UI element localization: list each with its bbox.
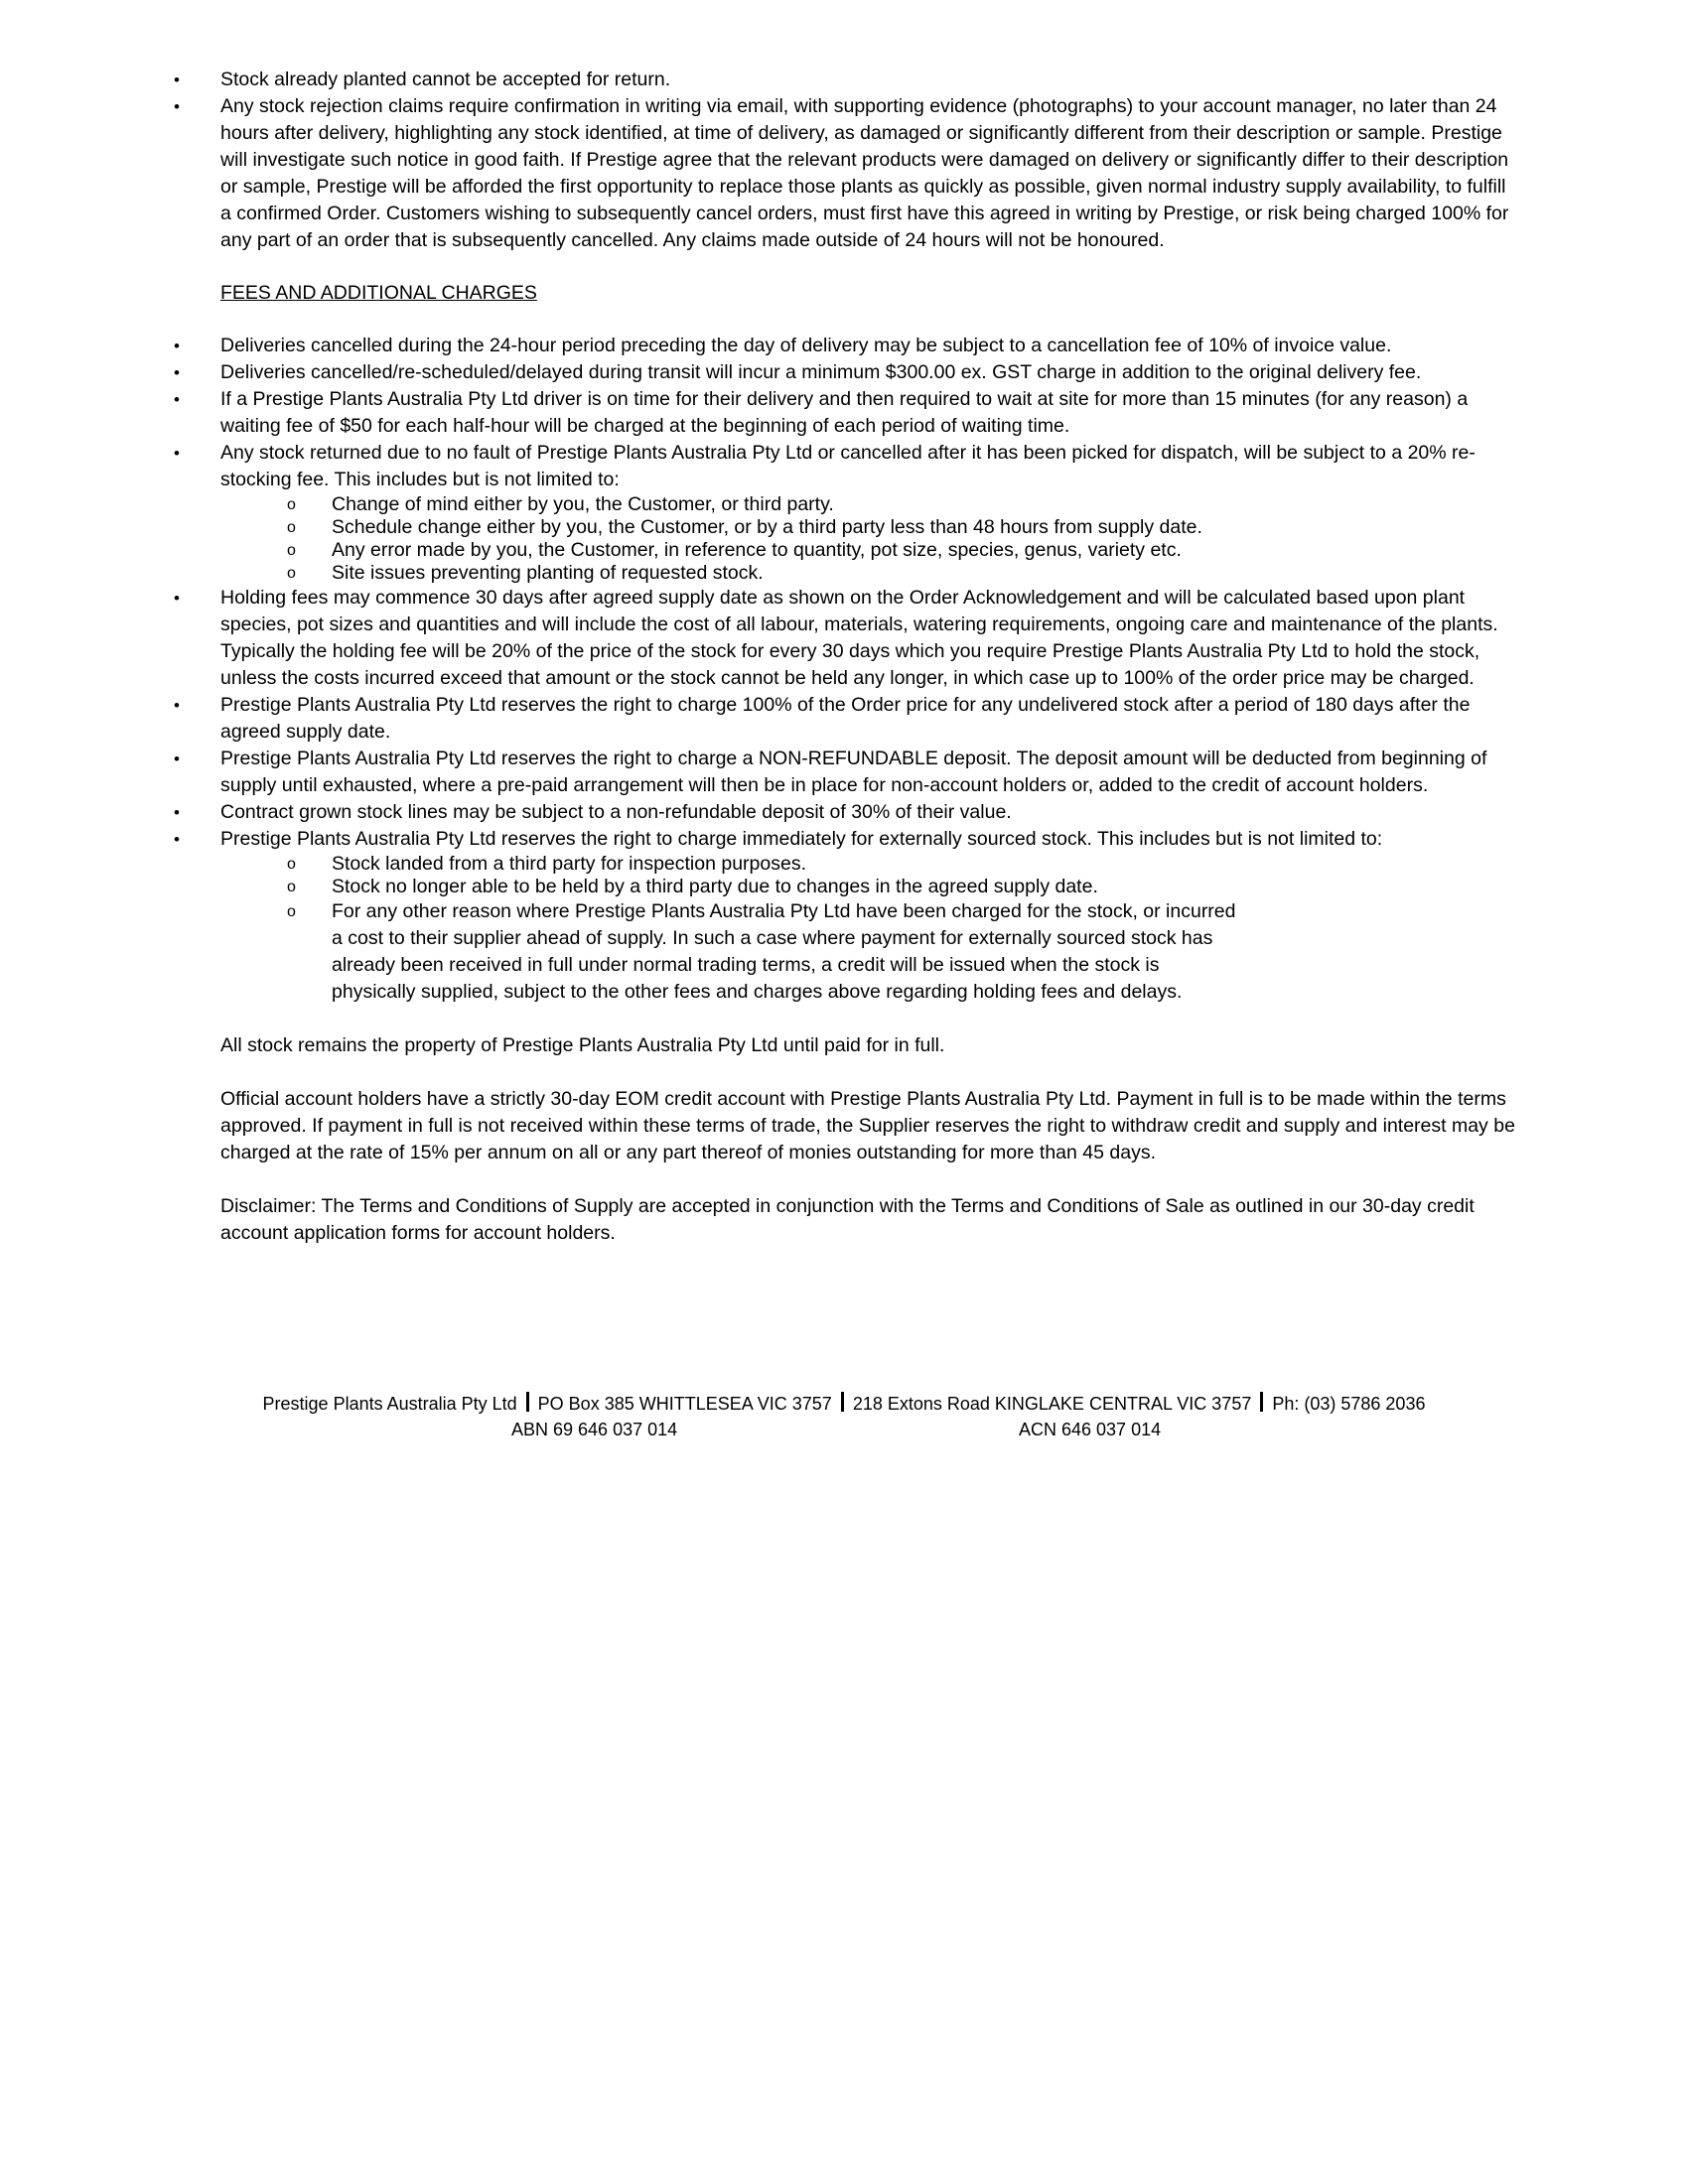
bullet-external-stock (171, 826, 1521, 1006)
property-paragraph: All stock remains the property of Prestige Plants Australia Pty Ltd until paid for in full. (220, 1034, 945, 1056)
page-footer (0, 1391, 1688, 1442)
footer-po-box: PO Box 385 WHITTLESEA VIC 3757 (537, 1394, 832, 1414)
footer-abn: ABN 69 646 037 014 (511, 1420, 678, 1439)
bullet-holding-fees: • Holding fees may commence 30 days after agreed supply date as shown on the Order Acknowledgement and will be calculated based upon plant species, pot sizes and quantities and will include the cost of all labour, materials, watering requirements, ongoing care and maintenance of the plants. Typically the holding fee will be 20% of the price of the stock for every 30 days which you require Prestige Plants Australia Pty Ltd to hold the stock, unless the costs incurred exceed that amount or the stock cannot be held any longer, in which case up to 100% of the order price may be charged. (171, 585, 1521, 692)
fees-bullet-list (171, 333, 1521, 1006)
bullet-restocking-fee (171, 440, 1521, 585)
footer-address: 218 Extons Road KINGLAKE CENTRAL VIC 3757 (852, 1394, 1252, 1414)
footer-contact-line (0, 1391, 1688, 1417)
terms-content (171, 67, 1521, 1247)
top-bullet-list (171, 67, 1521, 254)
disclaimer-paragraph: Disclaimer: The Terms and Conditions of Supply are accepted in conjunction with the Terms and Conditions of Sale as outlined in our 30-day credit account application forms for account holders. (220, 1195, 1475, 1244)
external-stock-text: • Prestige Plants Australia Pty Ltd reserves the right to charge immediately for externally sourced stock. This includes but is not limited to: (220, 828, 1383, 850)
sub-item: o Schedule change either by you, the Customer, or by a third party less than 48 hours from supply date. (220, 516, 1521, 539)
footer-company: Prestige Plants Australia Pty Ltd (262, 1394, 517, 1414)
sub-item: o Site issues preventing planting of requested stock. (220, 562, 1521, 585)
footer-ids-line (0, 1417, 1688, 1442)
sub-item-line: already been received in full under normal trading terms, a credit will be issued when the stock is (332, 954, 1160, 976)
footer-separator (841, 1392, 844, 1412)
credit-paragraph: Official account holders have a strictly 30-day EOM credit account with Prestige Plants Australia Pty Ltd. Payment in full is to be made within the terms approved. If payment in full is not received within these terms of trade, the Supplier reserves the right to withdraw credit and supply and interest may be charged at the rate of 15% per annum on all or any part thereof of monies outstanding for more than 45 days. (220, 1088, 1515, 1163)
bullet-transit-charge: • Deliveries cancelled/re-scheduled/delayed during transit will incur a minimum $300.00 ex. GST charge in addition to the original delivery fee. (171, 359, 1521, 386)
sub-item-line: o For any other reason where Prestige Plants Australia Pty Ltd have been charged for the stock, or incurred (332, 900, 1236, 922)
sub-item-other-reason (220, 898, 1521, 1006)
footer-phone: Ph: (03) 5786 2036 (1272, 1394, 1426, 1414)
sub-item-line: physically supplied, subject to the other fees and charges above regarding holding fees and delays. (332, 981, 1183, 1003)
bullet-undelivered-stock: • Prestige Plants Australia Pty Ltd reserves the right to charge 100% of the Order price for any undelivered stock after a period of 180 days after the agreed supply date. (171, 692, 1521, 746)
footer-acn: ACN 646 037 014 (1019, 1420, 1162, 1439)
bullet-waiting-fee: • If a Prestige Plants Australia Pty Ltd driver is on time for their delivery and then required to wait at site for more than 15 minutes (for any reason) a waiting fee of $50 for each half-hour will be charged at the beginning of each period of waiting time. (171, 386, 1521, 440)
sub-item: o Stock landed from a third party for inspection purposes. (220, 853, 1521, 876)
external-stock-sublist (220, 853, 1521, 1006)
bullet-planted-stock: • Stock already planted cannot be accepted for return. (171, 67, 1521, 93)
bullet-cancellation-fee: • Deliveries cancelled during the 24-hour period preceding the day of delivery may be subject to a cancellation fee of 10% of invoice value. (171, 333, 1521, 359)
bullet-contract-grown: • Contract grown stock lines may be subject to a non-refundable deposit of 30% of their value. (171, 799, 1521, 826)
sub-item: o Any error made by you, the Customer, in reference to quantity, pot size, species, genus, variety etc. (220, 539, 1521, 562)
sub-item: o Stock no longer able to be held by a third party due to changes in the agreed supply date. (220, 876, 1521, 898)
sub-item-line: a cost to their supplier ahead of supply. In such a case where payment for externally sourced stock has (332, 927, 1213, 949)
fees-heading: FEES AND ADDITIONAL CHARGES (220, 282, 537, 304)
bullet-rejection-claims: • Any stock rejection claims require confirmation in writing via email, with supporting evidence (photographs) to your account manager, no later than 24 hours after delivery, highlighting any stock identified, at time of delivery, as damaged or significantly different from their description or sample. Prestige will investigate such notice in good faith. If Prestige agree that the relevant products were damaged on delivery or significantly differ to their description or sample, Prestige will be afforded the first opportunity to replace those plants as quickly as possible, given normal industry supply availability, to fulfill a confirmed Order. Customers wishing to subsequently cancel orders, must first have this agreed in writing by Prestige, or risk being charged 100% for any part of an order that is subsequently cancelled. Any claims made outside of 24 hours will not be honoured. (171, 93, 1521, 254)
bullet-deposit: • Prestige Plants Australia Pty Ltd reserves the right to charge a NON-REFUNDABLE deposit. The deposit amount will be deducted from beginning of supply until exhausted, where a pre-paid arrangement will then be in place for non-account holders or, added to the credit of account holders. (171, 746, 1521, 799)
footer-separator (526, 1392, 529, 1412)
sub-item: o Change of mind either by you, the Customer, or third party. (220, 493, 1521, 516)
restocking-text: • Any stock returned due to no fault of Prestige Plants Australia Pty Ltd or cancelled after it has been picked for dispatch, will be subject to a 20% re-stocking fee. This includes but is not limited to: (220, 442, 1476, 490)
footer-separator (1260, 1392, 1263, 1412)
restocking-sublist (220, 493, 1521, 585)
